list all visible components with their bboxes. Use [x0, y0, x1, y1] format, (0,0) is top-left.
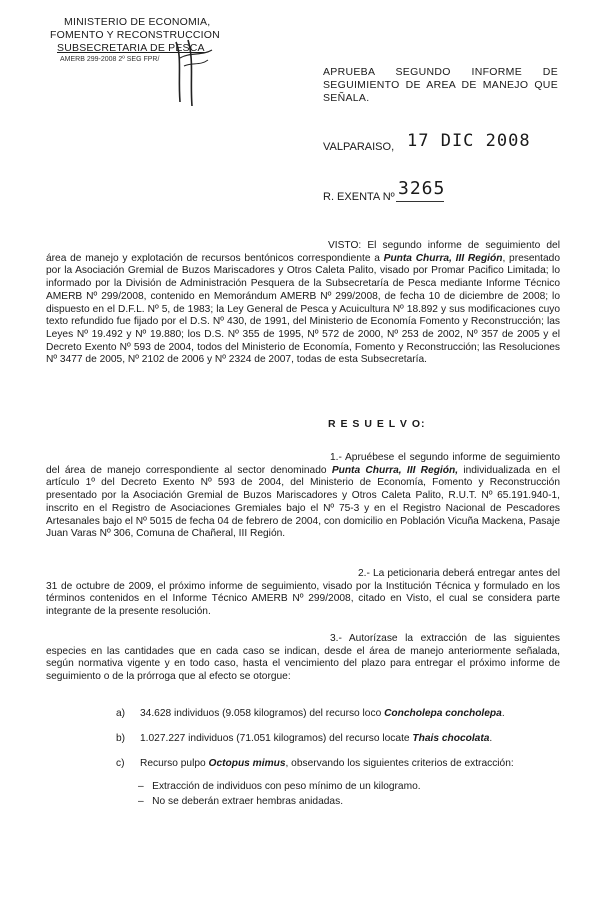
criteria-item-1 [138, 780, 421, 794]
item-b-end: . [489, 733, 493, 744]
place: VALPARAISO, [323, 141, 395, 153]
resuelvo-title: R E S U E L V O: [328, 418, 426, 430]
item3-lead: 3.- Autorízase la extracción de las siguientes [330, 633, 560, 644]
resuelvo-item-1 [46, 452, 560, 541]
resuelvo-item-2 [46, 568, 560, 619]
initials-mark [168, 36, 218, 108]
visto-paragraph [46, 240, 560, 367]
ministry-name-line2: FOMENTO Y RECONSTRUCCION [50, 29, 220, 41]
criteria-text: Extracción de individuos con peso mínimo de un kilogramo. [152, 781, 421, 792]
item1-sector: Punta Churra, III Región, [331, 464, 459, 476]
item-a-text: 34.628 individuos (9.058 kilogramos) del recurso loco [140, 708, 385, 719]
item2-text: de octubre de 2009, el próximo informe de seguimiento, visado por la Institución Técnica y formulado en los términos contenidos en el Informe Técnico AMERB Nº 299/2008, citado en Visto, el cual se considera parte integrante de la presente resolución. [46, 580, 560, 618]
resolution-number-underline [396, 201, 444, 202]
item-a-species: Concholepa concholepa [384, 708, 502, 719]
resuelvo-item-3 [46, 633, 560, 684]
dash-icon: – [138, 796, 144, 807]
undersecretariat-name: SUBSECRETARIA DE PESCA [57, 42, 205, 54]
date-stamp: 17 DIC 2008 [407, 131, 531, 151]
resolution-label: R. EXENTA Nº [323, 191, 395, 203]
summary-line3: SEÑALA. [323, 92, 370, 104]
item-c [140, 758, 514, 769]
visto-label: VISTO: [328, 240, 362, 251]
summary-line1: APRUEBA SEGUNDO INFORME DE [323, 66, 558, 78]
item-b [140, 733, 492, 744]
item-b-text: 1.027.227 individuos (71.051 kilogramos) del recurso locate [140, 733, 413, 744]
visto-text-1: El segundo informe de seguimiento del área de manejo y explotación de recursos bentónicos correspondiente a [46, 240, 560, 264]
item1-lead: 1.- Apruébese el segundo informe de seguimiento [330, 452, 560, 463]
item-c-label: c) [116, 758, 125, 769]
dash-icon: – [138, 781, 144, 792]
item-a [140, 708, 505, 719]
item1-text-2: individualizada en el artículo 1º del Decreto Exento Nº 593 de 2004, del Ministerio de Economía, Fomento y Reconstrucción presentado por la Asociación Gremial de Buzos Mariscadores y Otros Caleta Palito, R.U.T. Nº 65.191.940-1, inscrito en el Registro de Asociaciones Gremiales bajo el Nº 75-3 y en el Registro Nacional de Pescadores Artesanales bajo el Nº 5015 de fecha 04 de febrero de 2004, con domicilio en Población Vicuña Mackena, Pasaje Juan Varas Nº 306, Comuna de Chañeral, III Región. [46, 464, 560, 540]
item1-text-1: del área de manejo correspondiente al sector denominado [46, 464, 332, 476]
item-c-species: Octopus mimus [208, 758, 286, 769]
item-b-species: Thais chocolata [412, 733, 490, 744]
document-reference: AMERB 299-2008 2º SEG FPR/ [60, 56, 160, 63]
item-a-end: . [501, 708, 505, 719]
item-a-label: a) [116, 708, 126, 719]
criteria-text: No se deberán extraer hembras anidadas. [152, 796, 344, 807]
item-c-text-1: Recurso pulpo [140, 758, 209, 769]
item-b-label: b) [116, 733, 126, 744]
summary-line2: SEGUIMIENTO DE AREA DE MANEJO QUE [323, 79, 558, 91]
ministry-name-line1: MINISTERIO DE ECONOMIA, [64, 16, 211, 28]
visto-sector: Punta Churra, III Región [383, 252, 503, 264]
item2-lead: 2.- La peticionaria deberá entregar antes del 31 [46, 568, 560, 592]
item-c-text-2: , observando los siguientes criterios de extracción: [285, 758, 514, 769]
item3-text: especies en las cantidades que en cada caso se indican, desde el área de manejo anteriormente señalada, según normativa vigente y en todo caso, hasta el vencimiento del plazo para entregar el próximo informe de seguimiento o de la prórroga que al efecto se otorgue: [46, 645, 560, 683]
resolution-number: 3265 [398, 178, 446, 199]
visto-text-2: , presentado por la Asociación Gremial de Buzos Mariscadores y Otros Caleta Palito, visado por Promar Pacifico Limitada; lo informado por la División de Administración Pesquera de la Subsecretaría de Pesca mediante Informe Técnico AMERB Nº 299/2008, contenido en Memorándum AMERB Nº 299/2008, de fecha 10 de diciembre de 2008; lo dispuesto en el D.F.L. Nº 5, de 1983; la Ley General de Pesca y Acuicultura Nº 18.892 y sus modificaciones cuyo texto refundido fue fijado por el D.S. Nº 430, de 1991, del Ministerio de Economía Fomento y Reconstrucción; las Leyes Nº 19.492 y Nº 19.880; los D.S. Nº 355 de 1995, Nº 572 de 2000, Nº 253 de 2002, Nº 357 de 2005 y el Decreto Exento Nº 593 de 2004, todos del Ministerio de Economía, Fomento y Reconstrucción; las Resoluciones Nº 3477 de 2005, Nº 2102 de 2006 y Nº 2324 de 2007, todas de esta Subsecretaría. [46, 252, 561, 366]
criteria-item-2 [138, 795, 343, 809]
